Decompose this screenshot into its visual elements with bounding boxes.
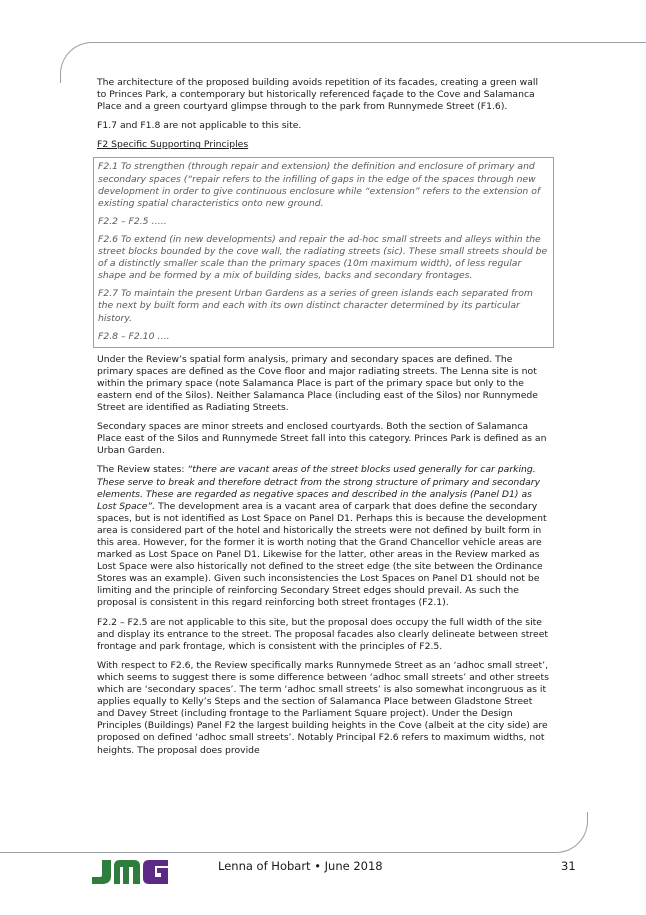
paragraph-secondary-spaces: Secondary spaces are minor streets and enclosed courtyards. Both the section of Salamanca Place east of the Silos and Runnymede Street fall into this category. Princes Park is defined as an Urban Garden. [97,421,547,457]
page-frame-bottom [0,812,588,853]
paragraph-f2-2-f2-5: F2.2 – F2.5 are not applicable to this site, but the proposal does occupy the full width of the site and display its entrance to the street. The proposal facades also clearly delineate between street frontage and park frontage, which is consistent with the principles of F2.5. [97,616,549,652]
review-quote: “there are vacant areas of the street blocks used generally for car parking. These serve to break and therefore detract from the strong structure of primary and secondary elements. These are regarded as negative spaces and described in the analysis (Panel D1) as Lost Space”. [97,464,541,512]
footer-title: Lenna of Hobart • June 2018 [218,859,383,873]
quote-f2-6: F2.6 To extend (in new developments) and repair the ad-hoc small streets and alleys within the street blocks bounded by the cove wall, the radiating streets (sic). These small streets should be of a distinctly smaller scale than the primary spaces (10m maximum width), of less regular shape and be formed by a mix of building sides, backs and secondary frontages. [98,233,548,282]
logo-letter-j [92,860,111,884]
jmg-logo [90,858,170,886]
review-states-lead: The Review states: [97,464,188,476]
paragraph-review-states [97,464,550,609]
quote-f2-1: F2.1 To strengthen (through repair and extension) the definition and enclosure of primary and secondary spaces (“repair refers to the infilling of gaps in the edge of the spaces through new development in order to give continuous enclosure while “extension” refers to the extension of existing spatial characteristics onto new ground. [98,161,541,209]
paragraph-spatial-form: Under the Review’s spatial form analysis, primary and secondary spaces are defined. The primary spaces are defined as the Cove floor and major radiating streets. The Lenna site is not within the primary space (note Salamanca Place is part of the primary space but only to the eastern end of the Silos). Neither Salamanca Place (including east of the Silos) nor Runnymede Street are identified as Radiating Streets. [97,353,538,414]
quote-f2-8: F2.8 – F2.10 …. [98,330,170,342]
page-number: 31 [561,859,576,873]
principles-quote-box [93,157,554,347]
page-content [97,77,550,764]
quote-f2-7: F2.7 To maintain the present Urban Gardens as a series of green islands each separated from the next by built form and each with its own distinct character determined by its particular history. [98,288,533,324]
paragraph-f2-6: With respect to F2.6, the Review specifically marks Runnymede Street as an ‘adhoc small street’, which seems to suggest there is some difference between ‘adhoc small streets’ and other streets which are ‘secondary spaces’. The term ‘adhoc small streets’ is also somewhat incongruous as it applies equally to Kelly’s Steps and the section of Salamanca Place between Gladstone Street and Davey Street (including frontage to the Parliament Square project). Under the Design Principles (Buildings) Panel F2 the largest building heights in the Cove (albeit at the city side) are proposed on defined ‘adhoc small streets’. Notably Principal F2.6 refers to maximum widths, not heights. The proposal does provide [97,659,549,756]
section-heading: F2 Specific Supporting Principles [97,139,249,151]
paragraph-architecture: The architecture of the proposed building avoids repetition of its facades, creating a green wall to Princes Park, a contemporary but historically referenced façade to the Cove and Salamanca Place and a green courtyard glimpse through to the park from Runnymede Street (F1.6). [97,77,539,113]
review-states-rest: The development area is a vacant area of carpark that does define the secondary spaces, but is not identified as Lost Space on Panel D1. Perhaps this is because the development area is considered part of the hotel and historically the streets were not defined by built form in this area. However, for the former it is worth noting that the Grand Chancellor vehicle areas are marked as Lost Space on Panel D1. Likewise for the latter, other areas in the Review marked as Lost Space were also historically not defined to the street edge (the site between the Ordinance Stores was an example). Given such inconsistencies the Lost Spaces on Panel D1 should not be limiting and the principle of reinforcing Secondary Street edges should prevail. As such the proposal is consistent in this regard reinforcing both street frontages (F2.1). [97,500,547,609]
quote-f2-2: F2.2 – F2.5 ….. [98,215,167,227]
logo-letter-m [114,860,140,884]
logo-letter-g [143,860,168,884]
paragraph-not-applicable: F1.7 and F1.8 are not applicable to this site. [97,120,302,132]
